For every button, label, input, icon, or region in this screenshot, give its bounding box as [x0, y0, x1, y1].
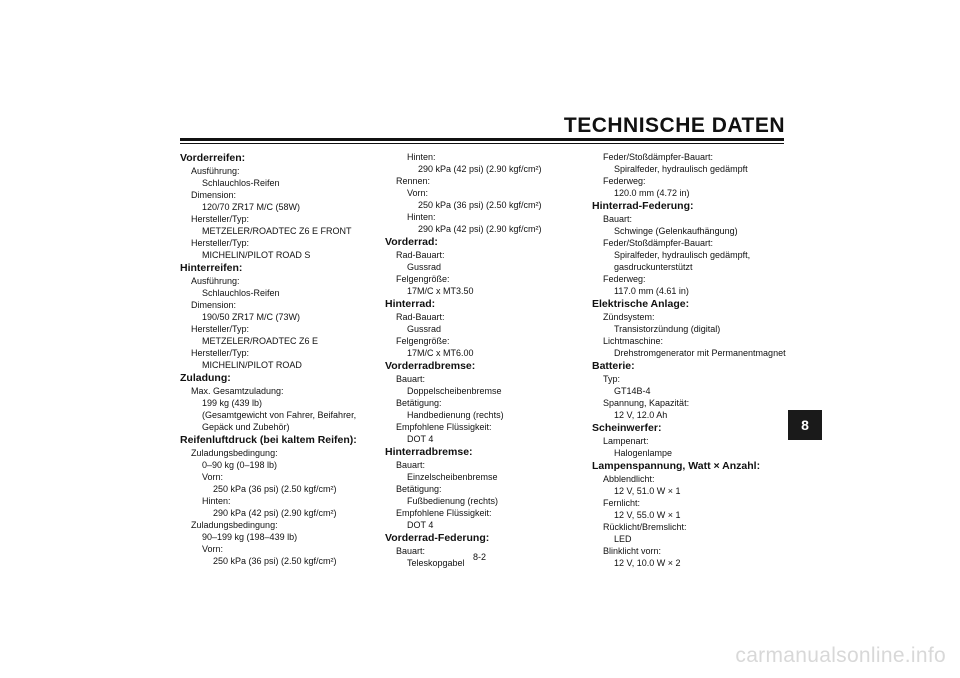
spec-line: Bauart:: [396, 460, 426, 470]
spec-line: 190/50 ZR17 M/C (73W): [202, 312, 301, 322]
spec-line: 290 kPa (42 psi) (2.90 kgf/cm²): [418, 224, 542, 234]
spec-line: 120.0 mm (4.72 in): [614, 188, 690, 198]
spec-line: MICHELIN/PILOT ROAD: [202, 360, 302, 370]
spec-line: Vorn:: [202, 472, 224, 482]
spec-line: 117.0 mm (4.61 in): [614, 286, 689, 296]
title-rule-thin: [180, 143, 784, 144]
spec-line: gasdruckunterstützt: [614, 262, 693, 272]
spec-line: 17M/C x MT3.50: [407, 286, 474, 296]
spec-line: 12 V, 55.0 W × 1: [614, 510, 681, 520]
section-heading: Zuladung:: [180, 372, 231, 384]
spec-line: Schlauchlos-Reifen: [202, 178, 280, 188]
spec-line: Federweg:: [603, 274, 646, 284]
spec-line: 250 kPa (36 psi) (2.50 kgf/cm²): [213, 556, 337, 566]
spec-line: Gussrad: [407, 324, 442, 334]
section-heading: Elektrische Anlage:: [592, 298, 690, 310]
spec-line: 290 kPa (42 psi) (2.90 kgf/cm²): [418, 164, 542, 174]
spec-line: Hersteller/Typ:: [191, 214, 250, 224]
spec-line: Zuladungsbedingung:: [191, 520, 278, 530]
chapter-tab[interactable]: 8: [788, 410, 822, 440]
spec-line: 12 V, 51.0 W × 1: [614, 486, 681, 496]
spec-line: 250 kPa (36 psi) (2.50 kgf/cm²): [418, 200, 542, 210]
spec-line: 120/70 ZR17 M/C (58W): [202, 202, 301, 212]
spec-line: Halogenlampe: [614, 448, 673, 458]
spec-line: Gussrad: [407, 262, 442, 272]
spec-line: Drehstromgenerator mit Permanentmagnet: [614, 348, 786, 358]
spec-line: 250 kPa (36 psi) (2.50 kgf/cm²): [213, 484, 337, 494]
spec-line: Zuladungsbedingung:: [191, 448, 278, 458]
section-heading: Scheinwerfer:: [592, 422, 662, 434]
spec-line: Felgengröße:: [396, 336, 450, 346]
spec-line: Blinklicht vorn:: [603, 546, 662, 556]
spec-line: Schlauchlos-Reifen: [202, 288, 280, 298]
spec-line: Abblendlicht:: [603, 474, 655, 484]
spec-line: Doppelscheibenbremse: [407, 386, 502, 396]
spec-line: 90–199 kg (198–439 lb): [202, 532, 298, 542]
spec-line: 0–90 kg (0–198 lb): [202, 460, 278, 470]
spec-line: DOT 4: [407, 434, 434, 444]
spec-line: Spiralfeder, hydraulisch gedämpft: [614, 164, 748, 174]
spec-line: GT14B-4: [614, 386, 651, 396]
spec-line: Hinten:: [407, 152, 436, 162]
spec-line: Empfohlene Flüssigkeit:: [396, 422, 492, 432]
spec-line: Betätigung:: [396, 398, 442, 408]
spec-column-1: [180, 151, 380, 567]
spec-line: Lichtmaschine:: [603, 336, 664, 346]
spec-line: Hersteller/Typ:: [191, 238, 250, 248]
spec-line: Rad-Bauart:: [396, 250, 445, 260]
spec-line: Rad-Bauart:: [396, 312, 445, 322]
spec-line: Dimension:: [191, 300, 237, 310]
spec-line: Bauart:: [396, 374, 426, 384]
spec-line: METZELER/ROADTEC Z6 E: [202, 336, 319, 346]
spec-line: Hersteller/Typ:: [191, 348, 250, 358]
spec-line: MICHELIN/PILOT ROAD S: [202, 250, 311, 260]
section-heading: Vorderreifen:: [180, 152, 246, 164]
spec-line: 12 V, 10.0 W × 2: [614, 558, 681, 568]
spec-line: Ausführung:: [191, 166, 240, 176]
spec-line: Teleskopgabel: [407, 558, 465, 568]
spec-line: Fernlicht:: [603, 498, 641, 508]
section-heading: Hinterrad-Federung:: [592, 200, 694, 212]
spec-line: Betätigung:: [396, 484, 442, 494]
spec-line: Spiralfeder, hydraulisch gedämpft,: [614, 250, 751, 260]
spec-line: 290 kPa (42 psi) (2.90 kgf/cm²): [213, 508, 337, 518]
spec-line: Max. Gesamtzuladung:: [191, 386, 284, 396]
spec-line: Einzelscheibenbremse: [407, 472, 498, 482]
spec-line: Rücklicht/Bremslicht:: [603, 522, 687, 532]
section-heading: Vorderradbremse:: [385, 360, 476, 372]
spec-line: Lampenart:: [603, 436, 649, 446]
spec-line: Hersteller/Typ:: [191, 324, 250, 334]
page-number: 8-2: [473, 552, 487, 562]
spec-line: Hinten:: [202, 496, 231, 506]
spec-line: Bauart:: [603, 214, 633, 224]
watermark: carmanualsonline.info: [735, 644, 946, 667]
spec-line: DOT 4: [407, 520, 434, 530]
spec-line: Schwinge (Gelenkaufhängung): [614, 226, 738, 236]
spec-line: Feder/Stoßdämpfer-Bauart:: [603, 152, 714, 162]
spec-line: Hinten:: [407, 212, 436, 222]
spec-line: Handbedienung (rechts): [407, 410, 504, 420]
spec-line: Felgengröße:: [396, 274, 450, 284]
section-heading: Vorderrad-Federung:: [385, 532, 490, 544]
spec-line: Vorn:: [202, 544, 224, 554]
spec-line: Zündsystem:: [603, 312, 655, 322]
spec-column-2: [385, 151, 585, 569]
section-heading: Hinterreifen:: [180, 262, 243, 274]
spec-column-3: [592, 151, 792, 569]
spec-line: Feder/Stoßdämpfer-Bauart:: [603, 238, 714, 248]
spec-line: METZELER/ROADTEC Z6 E FRONT: [202, 226, 352, 236]
spec-line: 199 kg (439 lb): [202, 398, 263, 408]
spec-line: Dimension:: [191, 190, 237, 200]
section-heading: Lampenspannung, Watt × Anzahl:: [592, 460, 761, 472]
section-heading: Hinterrad:: [385, 298, 436, 310]
spec-line: Ausführung:: [191, 276, 240, 286]
title-rule-thick: [180, 138, 784, 141]
section-heading: Batterie:: [592, 360, 635, 372]
spec-line: 12 V, 12.0 Ah: [614, 410, 668, 420]
page-title: TECHNISCHE DATEN: [563, 114, 785, 137]
spec-line: Rennen:: [396, 176, 431, 186]
spec-line: Typ:: [603, 374, 621, 384]
spec-line: Vorn:: [407, 188, 429, 198]
spec-line: Spannung, Kapazität:: [603, 398, 690, 408]
spec-line: Gepäck und Zubehör): [202, 422, 290, 432]
spec-line: Empfohlene Flüssigkeit:: [396, 508, 492, 518]
spec-line: 17M/C x MT6.00: [407, 348, 474, 358]
spec-line: Transistorzündung (digital): [614, 324, 721, 334]
spec-line: (Gesamtgewicht von Fahrer, Beifahrer,: [202, 410, 357, 420]
spec-line: LED: [614, 534, 632, 544]
spec-line: Federweg:: [603, 176, 646, 186]
section-heading: Hinterradbremse:: [385, 446, 473, 458]
spec-line: Bauart:: [396, 546, 426, 556]
spec-line: Fußbedienung (rechts): [407, 496, 499, 506]
section-heading: Vorderrad:: [385, 236, 438, 248]
section-heading: Reifenluftdruck (bei kaltem Reifen):: [180, 434, 357, 446]
